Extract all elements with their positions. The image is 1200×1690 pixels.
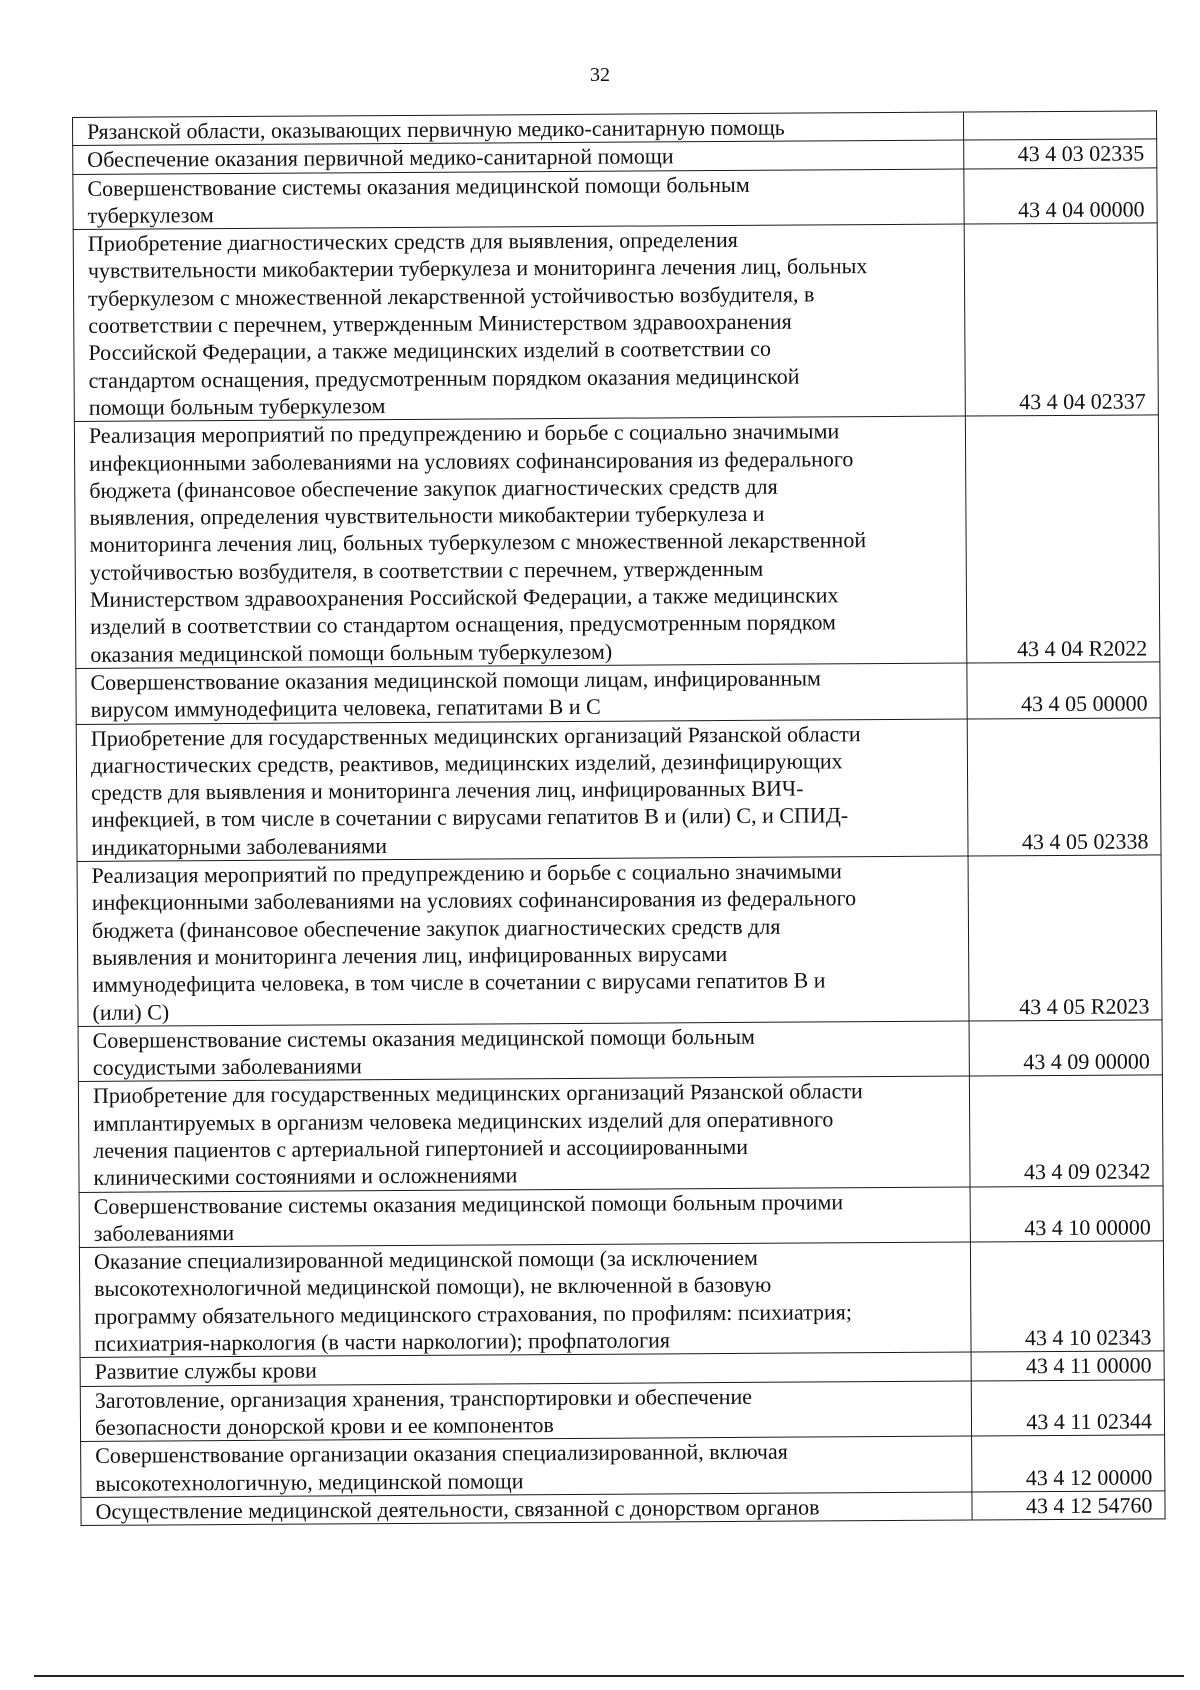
row-code: 43 4 10 00000	[970, 1185, 1163, 1242]
row-code	[963, 111, 1156, 140]
table-row	[79, 1185, 1163, 1247]
table-row	[76, 662, 1160, 724]
page-number: 32	[590, 64, 610, 86]
footer-rule	[34, 1675, 1184, 1677]
row-code: 43 4 05 02338	[967, 717, 1161, 856]
table-row	[80, 1380, 1164, 1442]
table-row	[81, 1491, 1165, 1526]
table-row	[73, 167, 1157, 229]
row-code: 43 4 12 00000	[972, 1435, 1165, 1492]
table-row	[77, 855, 1162, 1026]
row-code: 43 4 09 00000	[969, 1020, 1162, 1077]
row-code: 43 4 12 54760	[972, 1491, 1165, 1520]
row-name: Развитие службы крови	[80, 1352, 971, 1386]
row-code: 43 4 04 00000	[964, 167, 1157, 224]
row-name: Заготовление, организация хранения, транспортировки и обеспечение безопасности донорской крови и ее компонентов	[80, 1381, 971, 1442]
row-name: Обеспечение оказания первичной медико-санитарной помощи	[73, 140, 964, 174]
row-name: Рязанской области, оказывающих первичную медико-санитарную помощь	[73, 112, 964, 146]
table-row	[74, 415, 1159, 668]
table-row	[81, 1435, 1165, 1497]
budget-code-table	[72, 110, 1166, 1526]
row-code: 43 4 09 02342	[969, 1075, 1163, 1186]
row-name: Оказание специализированной медицинской помощи (за исключением высокотехнологичной медицинской помощи), не включенной в базовую программу обязательного медицинского страхования, по профилям: психиатрия; психиатрия-наркология (в части наркологии); профпатология	[79, 1242, 971, 1358]
table-row	[73, 223, 1158, 422]
row-name: Совершенствование системы оказания медицинской помощи больным туберкулезом	[73, 169, 964, 230]
row-code: 43 4 11 00000	[971, 1351, 1164, 1380]
table-body	[73, 111, 1166, 1526]
row-name: Реализация мероприятий по предупреждению и борьбе с социально значимыми инфекционными заболеваниями на условиях софинансирования из федерального бюджета (финансовое обеспечение закупок диагностических средств для выявления и мониторинга лечения лиц, инфицированных вирусами иммунодефицита человека, в том числе в сочетании с вирусами гепатитов В и (или) С)	[77, 856, 969, 1026]
row-name: Совершенствование системы оказания медицинской помощи больным прочими заболеваниями	[79, 1187, 970, 1248]
row-code: 43 4 05 00000	[967, 662, 1160, 719]
row-name: Приобретение для государственных медицинских организаций Рязанской области диагностических средств, реактивов, медицинских изделий, дезинфицирующих средств для выявления и мониторинга лечения лиц, инфицированных ВИЧ- инфекцией, в том числе в сочетании с вирусами гепатитов В и (или) С, и СПИД- индикаторными заболеваниями	[76, 719, 968, 862]
row-name: Осуществление медицинской деятельности, связанной с донорством органов	[81, 1492, 972, 1526]
table-row	[76, 717, 1161, 861]
row-code: 43 4 11 02344	[971, 1380, 1164, 1437]
row-code: 43 4 05 R2023	[968, 855, 1162, 1021]
row-code: 43 4 04 02337	[964, 223, 1158, 416]
row-name: Совершенствование организации оказания специализированной, включая высокотехнологичную, медицинской помощи	[81, 1436, 972, 1497]
table-row	[78, 1075, 1163, 1192]
table-row	[79, 1241, 1164, 1358]
table-row	[78, 1020, 1162, 1082]
row-name: Реализация мероприятий по предупреждению и борьбе с социально значимыми инфекционными заболеваниями на условиях софинансирования из федерального бюджета (финансовое обеспечение закупок диагностических средств для выявления, определения чувствительности микобактерии туберкулеза и мониторинга лечения лиц, больных туберкулезом с множественной лекарственной устойчивостью возбудителя, в соответствии с перечнем, утвержденным Министерством здравоохранения Российской Федерации, а также медицинских изделий в соответствии со стандартом оснащения, предусмотренным порядком оказания медицинской помощи больным туберкулезом)	[74, 416, 966, 668]
row-name: Совершенствование оказания медицинской помощи лицам, инфицированным вирусом иммунодефицита человека, гепатитами В и С	[76, 663, 967, 724]
row-name: Приобретение для государственных медицинских организаций Рязанской области имплантируемых в организм человека медицинских изделий для оперативного лечения пациентов с артериальной гипертонией и ассоциированными клиническими состояниями и осложнениями	[78, 1076, 970, 1192]
row-name: Совершенствование системы оказания медицинской помощи больным сосудистыми заболеваниями	[78, 1021, 969, 1082]
row-name: Приобретение диагностических средств для выявления, определения чувствительности микобактерии туберкулеза и мониторинга лечения лиц, больных туберкулезом с множественной лекарственной устойчивостью возбудителя, в соответствии с перечнем, утвержденным Министерством здравоохранения Российской Федерации, а также медицинских изделий в соответствии со стандартом оснащения, предусмотренным порядком оказания медицинской помощи больным туберкулезом	[73, 224, 965, 422]
row-code: 43 4 03 02335	[964, 139, 1157, 168]
row-code: 43 4 10 02343	[970, 1241, 1164, 1352]
row-code: 43 4 04 R2022	[965, 415, 1160, 663]
